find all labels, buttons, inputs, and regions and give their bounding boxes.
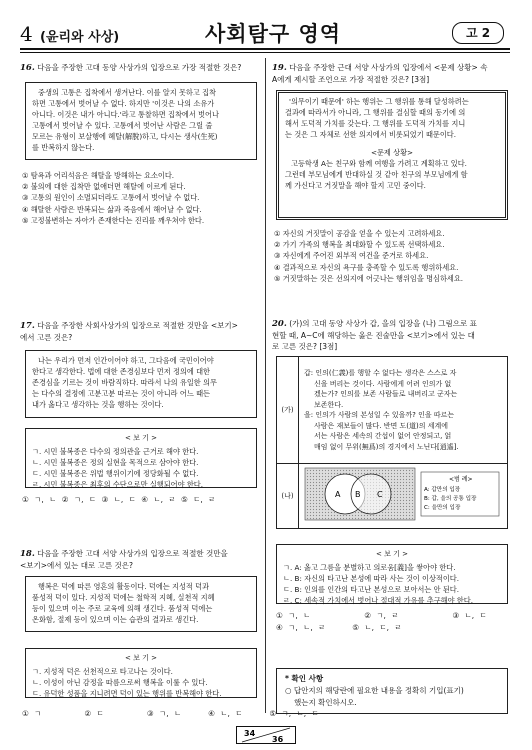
venn-legend-item: C: 을만의 입장	[424, 505, 461, 512]
question-17-stem	[20, 320, 260, 343]
passage-line: 온화함, 절제 등이 있으며 이는 습관의 결과로 생긴다.	[32, 615, 199, 624]
question-text: 다음을 주장한 고대 서양 사상가의 입장으로 적절한 것만을	[37, 549, 228, 558]
bogi-item: ㄷ. 유덕한 성품을 지니려면 덕이 있는 행위를 반복해야 한다.	[32, 689, 222, 698]
page-indicator	[236, 726, 296, 744]
question-text: 다음을 주장한 고대 동양 사상가의 입장으로 가장 적절한 것은?	[37, 63, 242, 72]
passage-line: 중생의 고통은 집착에서 생겨난다. 이를 알지 못하고 집착	[38, 88, 216, 97]
page-title: 사회탐구 영역	[205, 22, 342, 46]
passage-line: 고통에서 벗어날 수 있다. 고통에서 벗어난 사람은 그릴 줄	[32, 121, 213, 130]
question-20-table	[276, 356, 508, 529]
question-19-stem	[272, 62, 512, 85]
question-number: 19.	[272, 63, 287, 73]
question-17-passage	[25, 350, 257, 418]
passage-line: 행복은 덕에 따른 영혼의 활동이다. 덕에는 지성적 덕과	[38, 582, 210, 591]
page-total: 36	[272, 735, 284, 744]
ga-label: (가)	[277, 357, 299, 464]
question-16-passage	[25, 82, 257, 160]
ga-line: 겠는가? 인의를 보존 사람들로 내버리고 군자는	[314, 390, 458, 398]
option-1[interactable]: ① 탐욕과 어리석음은 해탈을 방해하는 요소이다.	[22, 171, 175, 180]
venn-label-a: A	[335, 490, 341, 500]
option-3[interactable]: ③ 자신에게 주어진 외부적 여건을 준거로 하세요.	[274, 251, 429, 261]
question-16-stem	[20, 62, 260, 74]
header-rule-thin	[20, 52, 510, 53]
situation-line: 그런데 부모님에게 반대하실 것 같아 친구의 부모님에게 함	[285, 170, 468, 179]
bogi-item: ㄱ. 시민 불복종은 다수의 정의관을 근거로 해야 한다.	[32, 447, 199, 456]
question-text: (가)의 고대 동양 사상가 갑, 을의 입장을 (나) 그림으로 표	[289, 319, 477, 328]
bogi-item: ㄴ. 시민 불복종은 정의 실현을 목적으로 삼아야 한다.	[32, 458, 199, 467]
passage-line: 존경심을 기르는 것이 바람직하다. 따라서 나의 유일한 의무	[32, 378, 217, 387]
question-19-passage	[276, 90, 508, 220]
question-text: 로 고른 것은? [3점]	[272, 342, 338, 351]
na-content	[299, 464, 508, 529]
bogi-item: ㄴ. 이성이 아닌 감정을 따름으로써 행복을 이룰 수 있다.	[32, 678, 208, 687]
confirm-box	[276, 668, 508, 714]
passage-line: 모르는 유형이 보살행에 혜탈(解脫)하고, 다시는 생사(生死)	[32, 132, 218, 141]
passage-line: 품성적 덕이 있다. 지성적 덕에는 철학적 지혜, 실천적 지혜	[32, 593, 215, 602]
grade-badge: 고 2	[452, 22, 504, 44]
question-20-answers-row1[interactable]: ① ㄱ, ㄴ ② ㄱ, ㄹ ③ ㄴ, ㄷ	[276, 611, 487, 620]
page-number: 4	[20, 22, 33, 46]
question-20-answers-row2[interactable]: ④ ㄱ, ㄴ, ㄹ ⑤ ㄴ, ㄷ, ㄹ	[276, 623, 402, 632]
question-20-stem	[272, 318, 512, 352]
passage-line: 등이 있으며 이는 주로 교육에 의해 생긴다. 품성적 덕에는	[32, 604, 213, 613]
column-divider	[265, 58, 266, 713]
ga-line: 보존한다.	[314, 400, 344, 409]
question-17-answers[interactable]: ① ㄱ, ㄴ ② ㄱ, ㄷ ③ ㄴ, ㄷ ④ ㄴ, ㄹ ⑤ ㄷ, ㄹ	[22, 495, 216, 504]
venn-label-b: B	[355, 490, 361, 500]
venn-label-c: C	[377, 490, 383, 500]
question-20-bogi	[276, 544, 508, 604]
question-number: 17.	[20, 321, 35, 331]
question-number: 20.	[272, 319, 287, 329]
passage-line: 는 다수의 결정에 고분고분 따르는 것이 아니라 어느 때든	[32, 389, 210, 398]
question-text: 다음을 주장한 근대 서양 사상가의 입장에서 <문제 상황> 속	[289, 63, 488, 72]
option-5[interactable]: ⑤ 고정불변하는 자아가 존재한다는 진리를 깨우쳐야 한다.	[22, 215, 205, 225]
bogi-item: ㄱ. 지성적 덕은 선천적으로 타고나는 것이다.	[32, 667, 173, 676]
subject-label: (윤리와 사상)	[40, 30, 120, 45]
passage-line: 아니다. 이것은 내가 아니다.'라고 통찰하면 집착에서 벗어나	[32, 110, 219, 119]
situation-line: 께 가신다고 거짓말을 해야 할지 고민 중이다.	[285, 181, 426, 190]
passage-line: 결과에 따라서가 아니라, 그 행위를 결심할 때의 동기에 의	[285, 108, 466, 117]
option-5[interactable]: ⑤ 거짓말하는 것은 선의지에 어긋나는 행위임을 명심하세요.	[274, 273, 464, 283]
ga-content	[299, 357, 508, 464]
bogi-title: < 보 기 >	[125, 434, 157, 442]
option-2[interactable]: ② 불의에 대한 집착만 없애더면 해탈에 이르게 된다.	[22, 182, 186, 192]
ga-line: 서는 사람은 세속의 간섭이 없어 안정되고, 얽	[314, 432, 452, 440]
venn-legend-item: B: 갑, 을의 공통 입장	[424, 496, 477, 503]
bogi-item: ㄷ. B: 인의를 인간의 타고난 본성으로 보아서는 안 된다.	[283, 585, 460, 594]
question-16-options	[22, 170, 262, 226]
question-19-options	[274, 228, 514, 284]
passage-line: 는 것은 그 자체로 선한 의지에서 비롯되었기 때문이다.	[285, 130, 457, 139]
option-4[interactable]: ④ 해탈한 사람은 반복되는 삶과 죽음에서 해어날 수 없다.	[22, 204, 202, 214]
question-text: 현할 때, A~C에 해당하는 옳은 진술만을 <보기>에서 있는 대	[272, 331, 475, 340]
question-18-passage	[25, 576, 257, 632]
ga-line: 갑: 인의(仁義)를 행할 수 없다는 생각은 스스로 자	[304, 369, 457, 377]
ga-line: 사람은 재보들이 많다. 반면 도(道)의 세계에	[314, 421, 449, 430]
venn-diagram	[303, 466, 503, 522]
situation-title: <문제 상황>	[370, 148, 414, 157]
question-number: 16.	[20, 63, 35, 73]
question-text: <보기>에서 있는 대로 고른 것은?	[20, 561, 134, 570]
bogi-title: < 보 기 >	[376, 550, 408, 558]
ga-line: 을: 인의가 사람의 본성일 수 있을까? 인을 따르는	[304, 411, 455, 419]
question-18-answers[interactable]: ① ㄱ ② ㄷ ③ ㄱ, ㄴ ④ ㄴ, ㄷ ⑤ ㄱ, ㄴ, ㄷ	[22, 709, 319, 718]
ga-line: 신을 버리는 것이다. 사람에게 어려 인의가 없	[314, 379, 452, 388]
bogi-item: ㄴ. B: 자신의 타고난 본성에 따라 사는 것이 이상적이다.	[283, 574, 460, 583]
na-label: (나)	[277, 464, 299, 529]
passage-line: 한다고 생각한다. 법에 대한 존경심보다 먼저 정의에 대한	[32, 367, 210, 376]
confirm-line: 했는지 확인하시오.	[294, 698, 357, 707]
bogi-item: ㄷ. 시민 불복종은 위법 행위이기에 정당화될 수 없다.	[32, 469, 199, 478]
passage-line: 해서 도덕적 가치를 갖는다. 그 행위를 도덕적 가치를 지니	[285, 119, 466, 128]
situation-line: 고등학생 A는 친구와 함께 여행을 가려고 계획하고 있다.	[291, 159, 467, 168]
venn-legend-item: A: 갑만의 입장	[424, 487, 461, 494]
question-17-bogi	[25, 428, 257, 488]
bogi-item: ㄱ. A: 옳고 그름을 분별하고 의로움[義]을 쌓아야 한다.	[283, 563, 456, 572]
option-3[interactable]: ③ 고통의 원인이 소멸되더라도 고통에서 벗어날 수 없다.	[22, 193, 200, 203]
bogi-item: ㄹ. 시민 불복종은 최후의 수단으로만 실행되어야 한다.	[32, 480, 204, 489]
question-text: A에게 제시할 조언으로 가장 적절한 것은? [3점]	[272, 75, 430, 84]
question-text: 에서 고른 것은?	[20, 333, 73, 342]
bogi-title: < 보 기 >	[125, 654, 157, 662]
venn-legend-title: <범 례>	[449, 476, 473, 484]
question-18-bogi	[25, 648, 257, 698]
passage-line: '의무이기 때문에' 하는 행위는 그 행위를 통해 달성하려는	[289, 97, 469, 106]
question-number: 18.	[20, 549, 35, 559]
passage-line: 하면 고통에서 벗어날 수 없다. 하지만 '이것은 나의 소유가	[32, 99, 215, 108]
passage-line: 내가 옳다고 생각하는 것을 행하는 것이다.	[32, 400, 164, 409]
option-2[interactable]: ② 가기 가족의 행복을 최대화할 수 있도록 선택하세요.	[274, 240, 445, 250]
confirm-line: ○ 답안지의 해당란에 필요한 내용을 정확히 기입(표기)	[285, 686, 464, 695]
bogi-item: ㄹ. C: 세속적 가치에서 벗어나 절대적 가유를 추구해야 한다.	[283, 596, 473, 605]
passage-line: 를 반복하지 않는다.	[32, 143, 95, 152]
ga-line: 매임 없이 무위(無爲)의 경지에서 노닌다[逍遙].	[314, 442, 459, 451]
page-current: 34	[244, 729, 256, 738]
passage-line: 나는 우리가 먼저 인간이어야 하고, 그다음에 국민이어야	[38, 356, 214, 365]
question-18-stem	[20, 548, 260, 571]
confirm-title: * 확인 사항	[285, 674, 324, 683]
option-1[interactable]: ① 자신의 거짓말이 공감을 얻을 수 있는지 고려하세요.	[274, 229, 445, 238]
option-4[interactable]: ④ 결과적으로 자신의 욕구를 충족할 수 있도록 행위하세요.	[274, 262, 459, 272]
question-text: 다음을 주장한 사회사상가의 입장으로 적절한 것만을 <보기>	[37, 321, 238, 330]
header-rule	[20, 48, 510, 50]
